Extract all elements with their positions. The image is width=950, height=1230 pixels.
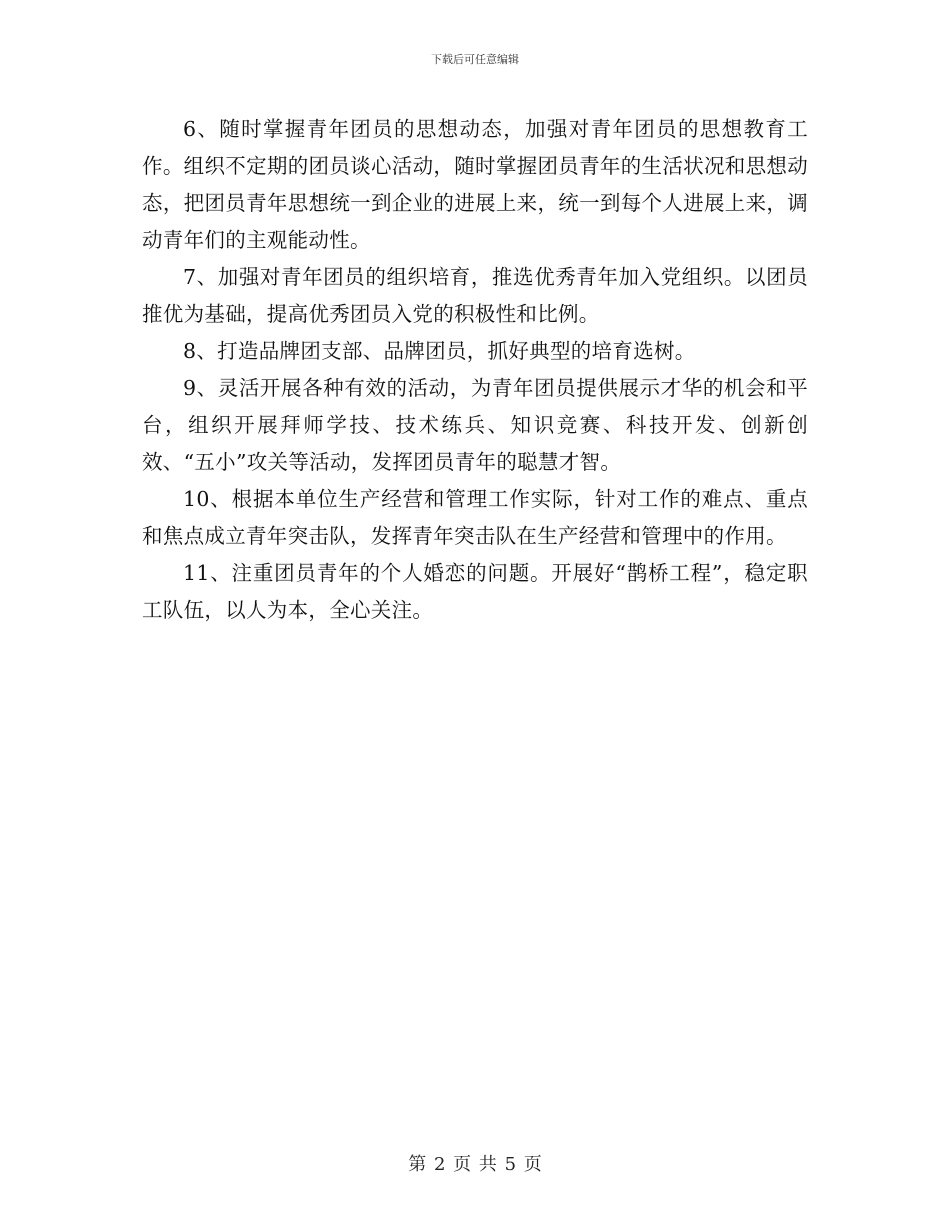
paragraph-item-8: 8、打造品牌团支部、品牌团员，抓好典型的培育选树。 [183,339,696,363]
paragraph-item-7: 7、加强对青年团员的组织培育，推选优秀青年加入党组织。以团员推优为基础，提高优秀团员入党的积极性和比例。 [142,265,808,326]
paragraph-item-9: 9、灵活开展各种有效的活动，为青年团员提供展示才华的机会和平台，组织开展拜师学技、技术练兵、知识竞赛、科技开发、创新创效、“五小”攻关等活动，发挥团员青年的聪慧才智。 [142,376,808,474]
paragraph-item-6: 6、随时掌握青年团员的思想动态，加强对青年团员的思想教育工作。组织不定期的团员谈心活动，随时掌握团员青年的生活状况和思想动态，把团员青年思想统一到企业的进展上来，统一到每个人进展上来，调动青年们的主观能动性。 [142,117,808,252]
paragraph-item-11: 11、注重团员青年的个人婚恋的问题。开展好“鹊桥工程”，稳定职工队伍，以人为本，全心关注。 [142,561,808,622]
document-body [142,111,808,629]
paragraph-item-10: 10、根据本单位生产经营和管理工作实际，针对工作的难点、重点和焦点成立青年突击队，发挥青年突击队在生产经营和管理中的作用。 [142,487,808,548]
page-header: 下载后可任意编辑 [431,53,519,66]
page-number-footer: 第 2 页 共 5 页 [408,1154,542,1175]
